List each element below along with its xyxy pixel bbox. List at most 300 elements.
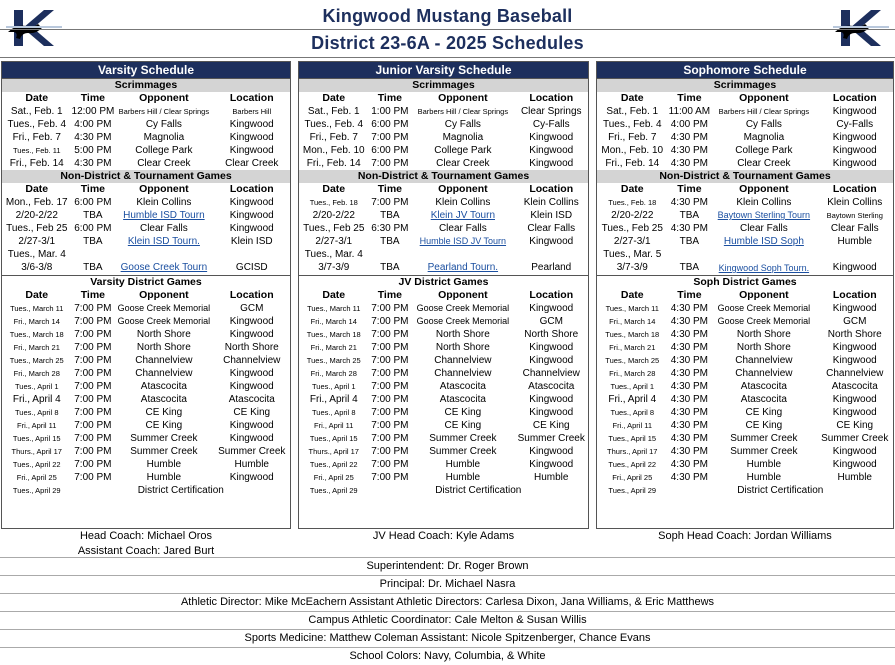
- opponent-cell: Summer Creek: [130, 433, 198, 444]
- table-row: [597, 328, 893, 341]
- location-cell: Kingwood: [832, 342, 877, 353]
- header-divider: [0, 57, 895, 58]
- date-cell: Tues., April 1: [610, 382, 655, 391]
- table-row: [597, 354, 893, 367]
- location-cell: Cy-Falls: [836, 119, 874, 130]
- time-cell: 7:00 PM: [74, 329, 112, 340]
- column-header: Opponent: [139, 92, 189, 104]
- location-cell: Kingwood: [229, 197, 274, 208]
- section-title: Scrimmages: [299, 79, 588, 92]
- date-cell: 2/27-3/1: [613, 236, 651, 247]
- table-row: [597, 261, 893, 275]
- location-cell: Kingwood: [832, 303, 877, 314]
- column-header: Opponent: [438, 92, 488, 104]
- opponent-cell: Magnolia: [442, 132, 484, 143]
- table-row: [299, 328, 588, 341]
- location-cell: Cy-Falls: [532, 119, 570, 130]
- date-cell: Tues., Feb 25: [601, 223, 663, 234]
- table-row: [597, 196, 893, 209]
- date-cell: Fri., March 21: [13, 343, 60, 352]
- table-row: [2, 302, 290, 315]
- opponent-cell: College Park: [135, 145, 193, 156]
- footer-line: School Colors: Navy, Columbia, & White: [0, 647, 895, 665]
- location-cell: GCM: [240, 303, 264, 314]
- table-row: [597, 471, 893, 484]
- time-cell: 7:00 PM: [371, 394, 409, 405]
- location-cell: Summer Creek: [517, 433, 585, 444]
- table-row: [299, 105, 588, 118]
- time-cell: 7:00 PM: [74, 381, 112, 392]
- time-cell: 1:00 PM: [371, 106, 409, 117]
- location-cell: Pearland: [531, 262, 572, 273]
- time-cell: 7:00 PM: [74, 316, 112, 327]
- location-cell: Clear Falls: [830, 223, 879, 234]
- table-row: [299, 406, 588, 419]
- location-cell: CE King: [233, 407, 271, 418]
- location-cell: Klein Collins: [827, 197, 883, 208]
- location-cell: Clear Creek: [225, 158, 279, 169]
- column-header: Time: [677, 289, 702, 301]
- schedule-title: Junior Varsity Schedule: [299, 62, 588, 79]
- location-cell: Channelview: [223, 355, 281, 366]
- time-cell: TBA: [679, 262, 700, 273]
- date-cell: Thurs., April 17: [11, 447, 62, 456]
- date-cell: Tues., Mar. 5: [603, 249, 662, 260]
- schedule-column-0: [1, 61, 291, 529]
- certification-row: [2, 484, 290, 497]
- table-row: [2, 328, 290, 341]
- date-cell: Fri., Feb. 7: [12, 132, 61, 143]
- opponent-cell: CE King: [145, 407, 183, 418]
- table-row: [2, 222, 290, 235]
- column-header: Date: [620, 92, 644, 104]
- time-cell: 7:00 PM: [371, 446, 409, 457]
- date-cell: Fri., March 28: [609, 369, 656, 378]
- time-cell: [668, 248, 712, 261]
- opponent-cell: Humble: [746, 459, 782, 470]
- column-header: Date: [322, 183, 346, 195]
- time-cell: 7:00 PM: [74, 446, 112, 457]
- table-row: [2, 235, 290, 248]
- date-cell: Tues., Feb. 4: [7, 119, 67, 130]
- column-headers: [299, 92, 588, 105]
- column-header: Date: [620, 183, 644, 195]
- location-cell: Kingwood: [529, 158, 574, 169]
- date-cell: Fri., March 21: [609, 343, 656, 352]
- table-row: [2, 144, 290, 157]
- table-row: [597, 445, 893, 458]
- date-cell: 2/20-2/22: [312, 210, 355, 221]
- tournament-link[interactable]: Humble ISD Soph: [723, 236, 804, 247]
- date-cell: Fri., March 14: [310, 317, 357, 326]
- location-cell: Kingwood: [832, 106, 877, 117]
- time-cell: 4:30 PM: [670, 158, 708, 169]
- opponent-cell: Goose Creek Memorial: [416, 316, 510, 326]
- schedule-title: Varsity Schedule: [2, 62, 290, 79]
- opponent-cell: Barbers Hill / Clear Springs: [718, 107, 810, 116]
- tournament-link[interactable]: Humble ISD JV Tourn: [419, 236, 507, 246]
- table-row: [299, 471, 588, 484]
- location-cell: Kingwood: [229, 368, 274, 379]
- location-cell: Kingwood: [529, 407, 574, 418]
- location-cell: Kingwood: [832, 355, 877, 366]
- date-cell: Mon., Feb. 10: [302, 145, 365, 156]
- location-cell: CE King: [532, 420, 570, 431]
- date-cell: 2/20-2/22: [15, 210, 58, 221]
- column-headers: [2, 92, 290, 105]
- page-subtitle: District 23-6A - 2025 Schedules: [311, 33, 584, 53]
- date-cell: Fri., March 28: [310, 369, 357, 378]
- time-cell: 7:00 PM: [371, 132, 409, 143]
- date-cell: Tues., April 15: [12, 434, 61, 443]
- table-row: [2, 131, 290, 144]
- column-header: Location: [229, 92, 274, 104]
- opponent-cell: Magnolia: [143, 132, 185, 143]
- section-title: Non-District & Tournament Games: [597, 170, 893, 183]
- column-header: Date: [25, 92, 49, 104]
- date-cell: Tues., March 11: [605, 304, 659, 313]
- location-cell: Kingwood: [529, 145, 574, 156]
- column-header: Time: [80, 92, 106, 104]
- time-cell: 4:30 PM: [670, 446, 708, 457]
- location-cell: GCISD: [235, 262, 268, 273]
- opponent-cell: Atascocita: [439, 381, 486, 392]
- date-cell: Tues., Feb 25: [6, 223, 68, 234]
- table-row: [597, 157, 893, 170]
- column-header: Location: [229, 183, 274, 195]
- date-cell: Tues., April 22: [12, 460, 61, 469]
- date-cell: Tues., Feb. 11: [12, 146, 61, 155]
- table-row: [597, 105, 893, 118]
- location-cell: Clear Springs: [520, 106, 582, 117]
- time-cell: 7:00 PM: [371, 368, 409, 379]
- location-cell: Kingwood: [529, 446, 574, 457]
- location-cell: Kingwood: [832, 394, 877, 405]
- time-cell: 4:30 PM: [670, 433, 708, 444]
- table-row: [2, 105, 290, 118]
- tournament-link[interactable]: Humble ISD Tourn: [123, 210, 205, 221]
- column-headers: [2, 183, 290, 196]
- column-header: Date: [25, 183, 49, 195]
- time-cell: 4:30 PM: [670, 197, 708, 208]
- date-cell: 3/7-3/9: [616, 262, 648, 273]
- location-cell: Kingwood: [832, 446, 877, 457]
- time-cell: 4:30 PM: [670, 223, 708, 234]
- location-cell: Kingwood: [229, 472, 274, 483]
- opponent-cell: Humble: [445, 459, 481, 470]
- table-row: [299, 393, 588, 406]
- table-row: [2, 118, 290, 131]
- opponent-cell: Summer Creek: [730, 446, 798, 457]
- table-row: [299, 222, 588, 235]
- column-headers: [597, 183, 893, 196]
- time-cell: 4:30 PM: [670, 407, 708, 418]
- table-row: [299, 380, 588, 393]
- date-cell: Mon., Feb. 17: [5, 197, 68, 208]
- opponent-cell: Humble: [746, 472, 782, 483]
- time-cell: 4:30 PM: [74, 158, 112, 169]
- time-cell: 4:30 PM: [670, 342, 708, 353]
- time-cell: 4:00 PM: [74, 119, 112, 130]
- opponent-cell: Humble: [146, 459, 182, 470]
- table-row: [2, 209, 290, 222]
- table-row: [597, 393, 893, 406]
- section-title: Soph District Games: [597, 275, 893, 289]
- time-cell: 7:00 PM: [371, 329, 409, 340]
- time-cell: 4:30 PM: [670, 316, 708, 327]
- table-row: [2, 380, 290, 393]
- location-cell: Kingwood: [529, 394, 574, 405]
- location-cell: Kingwood: [229, 145, 274, 156]
- opponent-cell: Channelview: [434, 355, 492, 366]
- opponent-cell: Clear Creek: [436, 158, 490, 169]
- date-cell: Fri., April 25: [313, 473, 354, 482]
- section-title: Varsity District Games: [2, 275, 290, 289]
- opponent-cell: Channelview: [735, 368, 793, 379]
- table-row: [299, 118, 588, 131]
- opponent-cell: Channelview: [135, 355, 193, 366]
- table-row: [299, 196, 588, 209]
- title-divider: [0, 29, 895, 30]
- date-cell: Fri., Feb. 7: [608, 132, 657, 143]
- location-cell: Atascocita: [831, 381, 878, 392]
- opponent-cell: Atascocita: [439, 394, 486, 405]
- time-cell: 7:00 PM: [74, 459, 112, 470]
- opponent-cell: North Shore: [136, 329, 191, 340]
- time-cell: 4:30 PM: [670, 355, 708, 366]
- table-row: [2, 419, 290, 432]
- column-header: Location: [832, 289, 877, 301]
- location-cell: Kingwood: [529, 459, 574, 470]
- time-cell: 4:30 PM: [670, 420, 708, 431]
- date-cell: Tues., Feb. 4: [602, 119, 662, 130]
- time-cell: 4:30 PM: [670, 145, 708, 156]
- table-row: [299, 144, 588, 157]
- time-cell: 4:30 PM: [670, 303, 708, 314]
- time-cell: TBA: [380, 262, 400, 273]
- opponent-cell: [711, 248, 816, 261]
- tournament-link[interactable]: Klein ISD Tourn.: [127, 236, 200, 247]
- time-cell: TBA: [679, 236, 700, 247]
- location-cell: [515, 248, 588, 261]
- opponent-cell: Channelview: [434, 368, 492, 379]
- date-cell: Tues., April 1: [15, 382, 59, 391]
- opponent-cell: Atascocita: [740, 381, 787, 392]
- opponent-cell: Goose Creek Memorial: [416, 303, 510, 313]
- date-cell: Tues., March 25: [9, 356, 64, 365]
- table-row: [597, 419, 893, 432]
- location-cell: [817, 248, 893, 261]
- opponent-cell: [114, 248, 213, 261]
- table-row: [299, 235, 588, 248]
- date-cell: Fri., April 4: [12, 394, 61, 405]
- time-cell: 7:00 PM: [371, 158, 409, 169]
- tournament-link[interactable]: Goose Creek Tourn: [120, 262, 208, 273]
- opponent-cell: Goose Creek Memorial: [117, 316, 211, 326]
- date-cell: Tues., April 1: [312, 382, 356, 391]
- time-cell: 4:30 PM: [670, 381, 708, 392]
- table-row: [299, 419, 588, 432]
- table-row: [597, 248, 893, 261]
- table-row: [2, 393, 290, 406]
- table-row: [299, 131, 588, 144]
- opponent-cell: North Shore: [435, 342, 490, 353]
- table-row: [597, 131, 893, 144]
- tournament-link[interactable]: Klein JV Tourn: [430, 210, 495, 221]
- section-title: JV District Games: [299, 275, 588, 289]
- table-row: [597, 118, 893, 131]
- date-cell: Fri., April 11: [612, 421, 652, 430]
- table-row: [2, 157, 290, 170]
- table-row: [299, 261, 588, 275]
- date-cell: Fri., Feb. 14: [306, 158, 361, 169]
- date-cell: Mon., Feb. 10: [601, 145, 664, 156]
- column-header: Date: [25, 289, 49, 301]
- location-cell: North Shore: [827, 329, 882, 340]
- date-cell: Tues., March 18: [306, 330, 361, 339]
- date-cell: Tues., Feb. 4: [304, 119, 364, 130]
- date-cell: 2/20-2/22: [611, 210, 654, 221]
- coach-info: [1, 529, 291, 559]
- table-row: [597, 380, 893, 393]
- table-row: [299, 302, 588, 315]
- schedule-column-2: [596, 61, 894, 529]
- table-row: [299, 367, 588, 380]
- section-title: Scrimmages: [2, 79, 290, 92]
- footer-line: Campus Athletic Coordinator: Cale Melton & Susan Willis: [0, 611, 895, 629]
- time-cell: TBA: [380, 236, 400, 247]
- location-cell: Klein ISD: [530, 210, 573, 221]
- location-cell: Summer Creek: [821, 433, 889, 444]
- date-cell: Tues., March 18: [9, 330, 64, 339]
- time-cell: 4:00 PM: [670, 119, 708, 130]
- location-cell: Klein Collins: [523, 197, 579, 208]
- time-cell: 7:00 PM: [371, 407, 409, 418]
- table-row: [597, 235, 893, 248]
- table-row: [299, 157, 588, 170]
- certification-label: District Certification: [137, 485, 224, 496]
- location-cell: North Shore: [524, 329, 579, 340]
- date-cell: Thurs., April 17: [607, 447, 658, 456]
- time-cell: 7:00 PM: [74, 407, 112, 418]
- location-cell: Kingwood: [229, 223, 274, 234]
- opponent-cell: Clear Creek: [137, 158, 191, 169]
- table-row: [597, 367, 893, 380]
- date-cell: Tues., Mar. 4: [304, 249, 363, 260]
- location-cell: Humble: [837, 472, 872, 483]
- date-cell: Sat., Feb. 1: [606, 106, 659, 117]
- schedule-title: Sophomore Schedule: [597, 62, 893, 79]
- location-cell: Kingwood: [529, 342, 574, 353]
- certification-label: District Certification: [737, 485, 824, 496]
- column-header: Opponent: [139, 289, 189, 301]
- date-cell: Fri., April 25: [16, 473, 57, 482]
- location-cell: GCM: [843, 316, 867, 327]
- opponent-cell: Klein Collins: [136, 197, 192, 208]
- date-cell: Tues., March 11: [10, 304, 64, 313]
- table-row: [2, 432, 290, 445]
- column-header: Location: [529, 183, 574, 195]
- column-header: Location: [832, 183, 877, 195]
- date-cell: Sat., Feb. 1: [307, 106, 360, 117]
- coach-line: JV Head Coach: Kyle Adams: [372, 530, 515, 542]
- time-cell: TBA: [380, 210, 400, 221]
- table-row: [2, 261, 290, 275]
- column-header: Opponent: [739, 92, 789, 104]
- location-cell: Kingwood: [832, 132, 877, 143]
- time-cell: 4:30 PM: [670, 472, 708, 483]
- column-header: Time: [377, 183, 403, 195]
- location-cell: Atascocita: [528, 381, 575, 392]
- column-headers: [597, 289, 893, 302]
- date-cell: Fri., March 21: [310, 343, 357, 352]
- tournament-link[interactable]: Kingwood Soph Tourn.: [718, 263, 810, 273]
- table-row: [2, 458, 290, 471]
- column-header: Opponent: [739, 289, 789, 301]
- time-cell: 7:00 PM: [371, 355, 409, 366]
- location-cell: Channelview: [826, 368, 884, 379]
- opponent-cell: North Shore: [736, 329, 791, 340]
- time-cell: 7:00 PM: [74, 394, 112, 405]
- date-cell: Tues., Feb. 18: [309, 198, 358, 207]
- date-cell: Tues., April 8: [15, 408, 59, 417]
- date-cell: Fri., April 4: [309, 394, 358, 405]
- column-headers: [597, 92, 893, 105]
- opponent-cell: Goose Creek Memorial: [117, 303, 211, 313]
- tournament-link[interactable]: Pearland Tourn.: [427, 262, 499, 273]
- table-row: [597, 458, 893, 471]
- coach-line: Assistant Coach: Jared Burt: [77, 545, 215, 557]
- time-cell: 7:00 PM: [371, 316, 409, 327]
- opponent-cell: Summer Creek: [429, 446, 497, 457]
- location-cell: Kingwood: [229, 316, 274, 327]
- date-cell: Sat., Feb. 1: [10, 106, 63, 117]
- table-row: [597, 209, 893, 222]
- column-header: Location: [229, 289, 274, 301]
- opponent-cell: Klein Collins: [736, 197, 792, 208]
- opponent-cell: Atascocita: [740, 394, 787, 405]
- date-cell: Tues., March 25: [605, 356, 660, 365]
- tournament-link[interactable]: Baytown Sterling Tourn: [717, 210, 811, 220]
- location-cell: Kingwood: [529, 132, 574, 143]
- time-cell: 7:00 PM: [371, 459, 409, 470]
- column-header: Time: [80, 183, 106, 195]
- opponent-cell: Barbers Hill / Clear Springs: [417, 107, 509, 116]
- location-cell: Kingwood: [832, 262, 877, 273]
- coach-info: [596, 529, 894, 544]
- column-header: Location: [529, 92, 574, 104]
- location-cell: CE King: [836, 420, 874, 431]
- column-header: Time: [677, 183, 702, 195]
- location-cell: Klein ISD: [230, 236, 273, 247]
- location-cell: Humble: [234, 459, 269, 470]
- date-cell: 2/27-3/1: [315, 236, 353, 247]
- column-header: Time: [377, 289, 403, 301]
- opponent-cell: Clear Falls: [139, 223, 188, 234]
- opponent-cell: CE King: [145, 420, 183, 431]
- time-cell: TBA: [83, 236, 103, 247]
- date-cell: Tues., April 15: [608, 434, 657, 443]
- opponent-cell: Klein Collins: [435, 197, 491, 208]
- date-cell: Tues., Feb 25: [303, 223, 365, 234]
- staff-footer: [0, 557, 895, 665]
- time-cell: 6:00 PM: [371, 145, 409, 156]
- table-row: [2, 354, 290, 367]
- certification-row: [597, 484, 893, 497]
- table-row: [597, 432, 893, 445]
- column-header: Time: [377, 92, 403, 104]
- footer-line: Athletic Director: Mike McEachern Assistant Athletic Directors: Carlesa Dixon, Jana Williams, & Eric Matthews: [0, 593, 895, 611]
